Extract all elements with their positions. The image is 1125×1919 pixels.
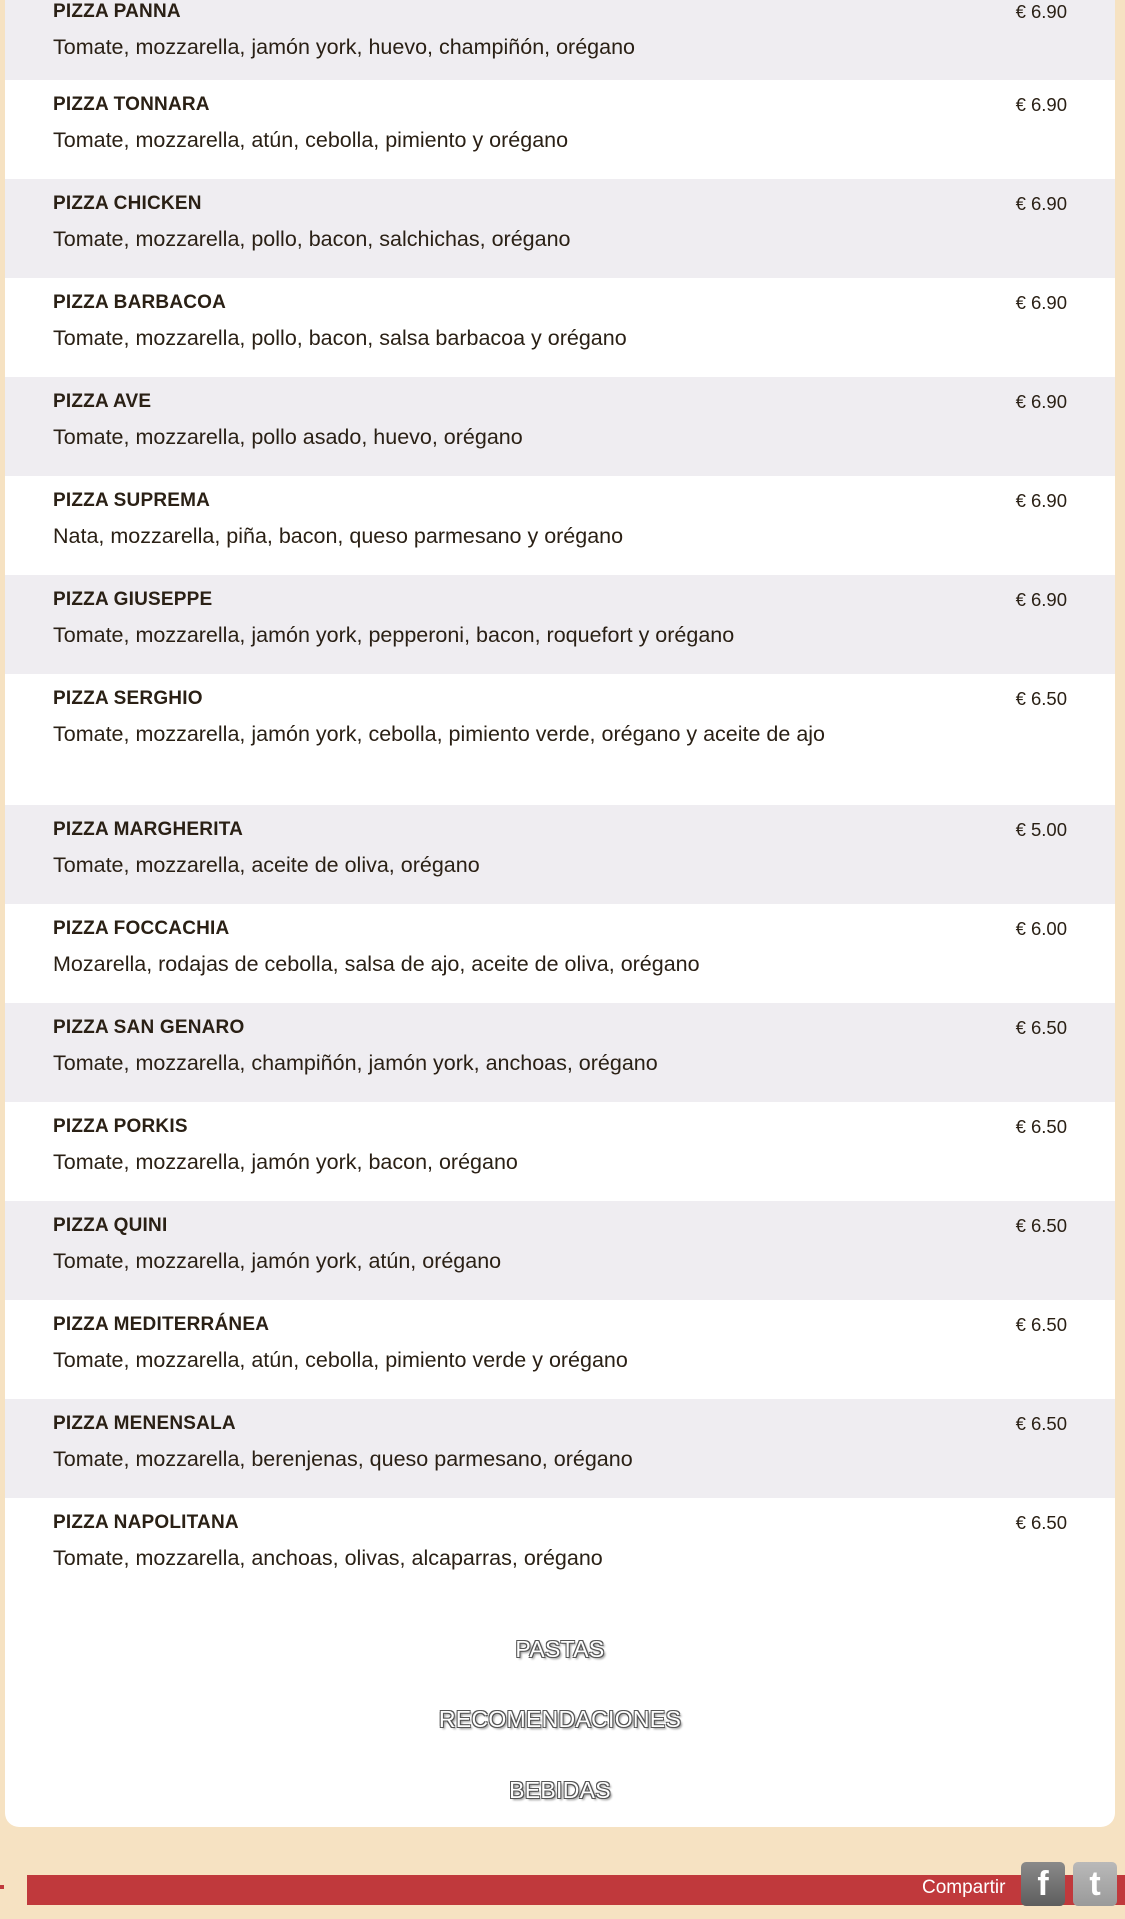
menu-item-name: PIZZA QUINI bbox=[53, 1215, 168, 1236]
menu-item-row bbox=[5, 1399, 1115, 1498]
twitter-icon[interactable]: t bbox=[1073, 1862, 1117, 1906]
menu-item-price: € 6.50 bbox=[1015, 1413, 1067, 1434]
menu-item-description: Tomate, mozzarella, jamón york, cebolla, pimiento verde, orégano y aceite de ajo bbox=[53, 722, 826, 746]
menu-item-description: Mozarella, rodajas de cebolla, salsa de ajo, aceite de oliva, orégano bbox=[53, 952, 700, 976]
facebook-icon[interactable]: f bbox=[1021, 1862, 1065, 1906]
menu-item-description: Tomate, mozzarella, jamón york, huevo, champiñón, orégano bbox=[53, 35, 636, 59]
menu-item-name: PIZZA SUPREMA bbox=[53, 490, 211, 511]
menu-item-description: Tomate, mozzarella, berenjenas, queso parmesano, orégano bbox=[53, 1447, 633, 1471]
menu-item-name: PIZZA CHICKEN bbox=[53, 193, 202, 214]
menu-panel bbox=[5, 0, 1115, 1827]
menu-item-description: Tomate, mozzarella, pollo, bacon, salsa barbacoa y orégano bbox=[53, 326, 627, 350]
section-link-bebidas[interactable]: BEBIDAS bbox=[509, 1777, 611, 1803]
menu-item-price: € 5.00 bbox=[1015, 819, 1067, 840]
share-label: Compartir bbox=[922, 1877, 1006, 1898]
menu-item-name: PIZZA FOCCACHIA bbox=[53, 918, 230, 939]
menu-item-price: € 6.50 bbox=[1015, 1314, 1067, 1335]
menu-item-description: Tomate, mozzarella, atún, cebolla, pimiento y orégano bbox=[53, 128, 569, 152]
menu-item-name: PIZZA MARGHERITA bbox=[53, 819, 244, 840]
menu-item-price: € 6.50 bbox=[1015, 1512, 1067, 1533]
menu-item-price: € 6.50 bbox=[1015, 1116, 1067, 1137]
menu-item-price: € 6.00 bbox=[1015, 918, 1067, 939]
menu-item-price: € 6.90 bbox=[1015, 490, 1067, 511]
menu-item-description: Tomate, mozzarella, jamón york, bacon, orégano bbox=[53, 1150, 518, 1174]
menu-item-name: PIZZA GIUSEPPE bbox=[53, 589, 213, 610]
menu-item-name: PIZZA SAN GENARO bbox=[53, 1017, 245, 1038]
menu-item-row bbox=[5, 674, 1115, 805]
menu-item-name: PIZZA PANNA bbox=[53, 1, 181, 22]
menu-item-name: PIZZA MENENSALA bbox=[53, 1413, 236, 1434]
menu-item-row bbox=[5, 179, 1115, 278]
menu-item-row bbox=[5, 1498, 1115, 1597]
menu-item-description: Tomate, mozzarella, aceite de oliva, orégano bbox=[53, 853, 480, 877]
menu-item-name: PIZZA SERGHIO bbox=[53, 688, 203, 709]
menu-item-row bbox=[5, 805, 1115, 904]
menu-item-row bbox=[5, 476, 1115, 575]
menu-item-description: Tomate, mozzarella, jamón york, pepperoni, bacon, roquefort y orégano bbox=[53, 623, 735, 647]
menu-item-description: Tomate, mozzarella, pollo asado, huevo, orégano bbox=[53, 425, 523, 449]
menu-item-description: Tomate, mozzarella, jamón york, atún, orégano bbox=[53, 1249, 502, 1273]
menu-item-description: Tomate, mozzarella, pollo, bacon, salchichas, orégano bbox=[53, 227, 571, 251]
menu-item-price: € 6.90 bbox=[1015, 94, 1067, 115]
section-link-pastas[interactable]: PASTAS bbox=[515, 1636, 605, 1662]
menu-item-row bbox=[5, 0, 1115, 80]
menu-item-price: € 6.90 bbox=[1015, 292, 1067, 313]
menu-item-row bbox=[5, 377, 1115, 476]
menu-item-name: PIZZA AVE bbox=[53, 391, 152, 412]
menu-item-price: € 6.50 bbox=[1015, 1215, 1067, 1236]
menu-item-description: Tomate, mozzarella, champiñón, jamón york, anchoas, orégano bbox=[53, 1051, 658, 1075]
menu-item-name: PIZZA BARBACOA bbox=[53, 292, 227, 313]
menu-item-price: € 6.50 bbox=[1015, 1017, 1067, 1038]
menu-item-description: Tomate, mozzarella, anchoas, olivas, alcaparras, orégano bbox=[53, 1546, 603, 1570]
menu-item-price: € 6.90 bbox=[1015, 1, 1067, 22]
menu-list bbox=[5, 0, 1115, 1597]
menu-item-price: € 6.50 bbox=[1015, 688, 1067, 709]
menu-item-price: € 6.90 bbox=[1015, 589, 1067, 610]
footer-edge-mark bbox=[0, 1885, 4, 1889]
menu-item-row bbox=[5, 1102, 1115, 1201]
menu-item-description: Nata, mozzarella, piña, bacon, queso parmesano y orégano bbox=[53, 524, 624, 548]
menu-item-row bbox=[5, 80, 1115, 179]
menu-item-name: PIZZA MEDITERRÁNEA bbox=[53, 1314, 270, 1335]
menu-item-name: PIZZA TONNARA bbox=[53, 94, 210, 115]
menu-item-row bbox=[5, 904, 1115, 1003]
menu-item-row bbox=[5, 575, 1115, 674]
menu-item-name: PIZZA PORKIS bbox=[53, 1116, 188, 1137]
menu-item-description: Tomate, mozzarella, atún, cebolla, pimiento verde y orégano bbox=[53, 1348, 628, 1372]
menu-item-row bbox=[5, 1300, 1115, 1399]
menu-item-price: € 6.90 bbox=[1015, 193, 1067, 214]
menu-item-row bbox=[5, 1201, 1115, 1300]
menu-item-row bbox=[5, 278, 1115, 377]
menu-item-name: PIZZA NAPOLITANA bbox=[53, 1512, 239, 1533]
menu-item-price: € 6.90 bbox=[1015, 391, 1067, 412]
section-link-recomendaciones[interactable]: RECOMENDACIONES bbox=[438, 1706, 682, 1732]
menu-item-row bbox=[5, 1003, 1115, 1102]
